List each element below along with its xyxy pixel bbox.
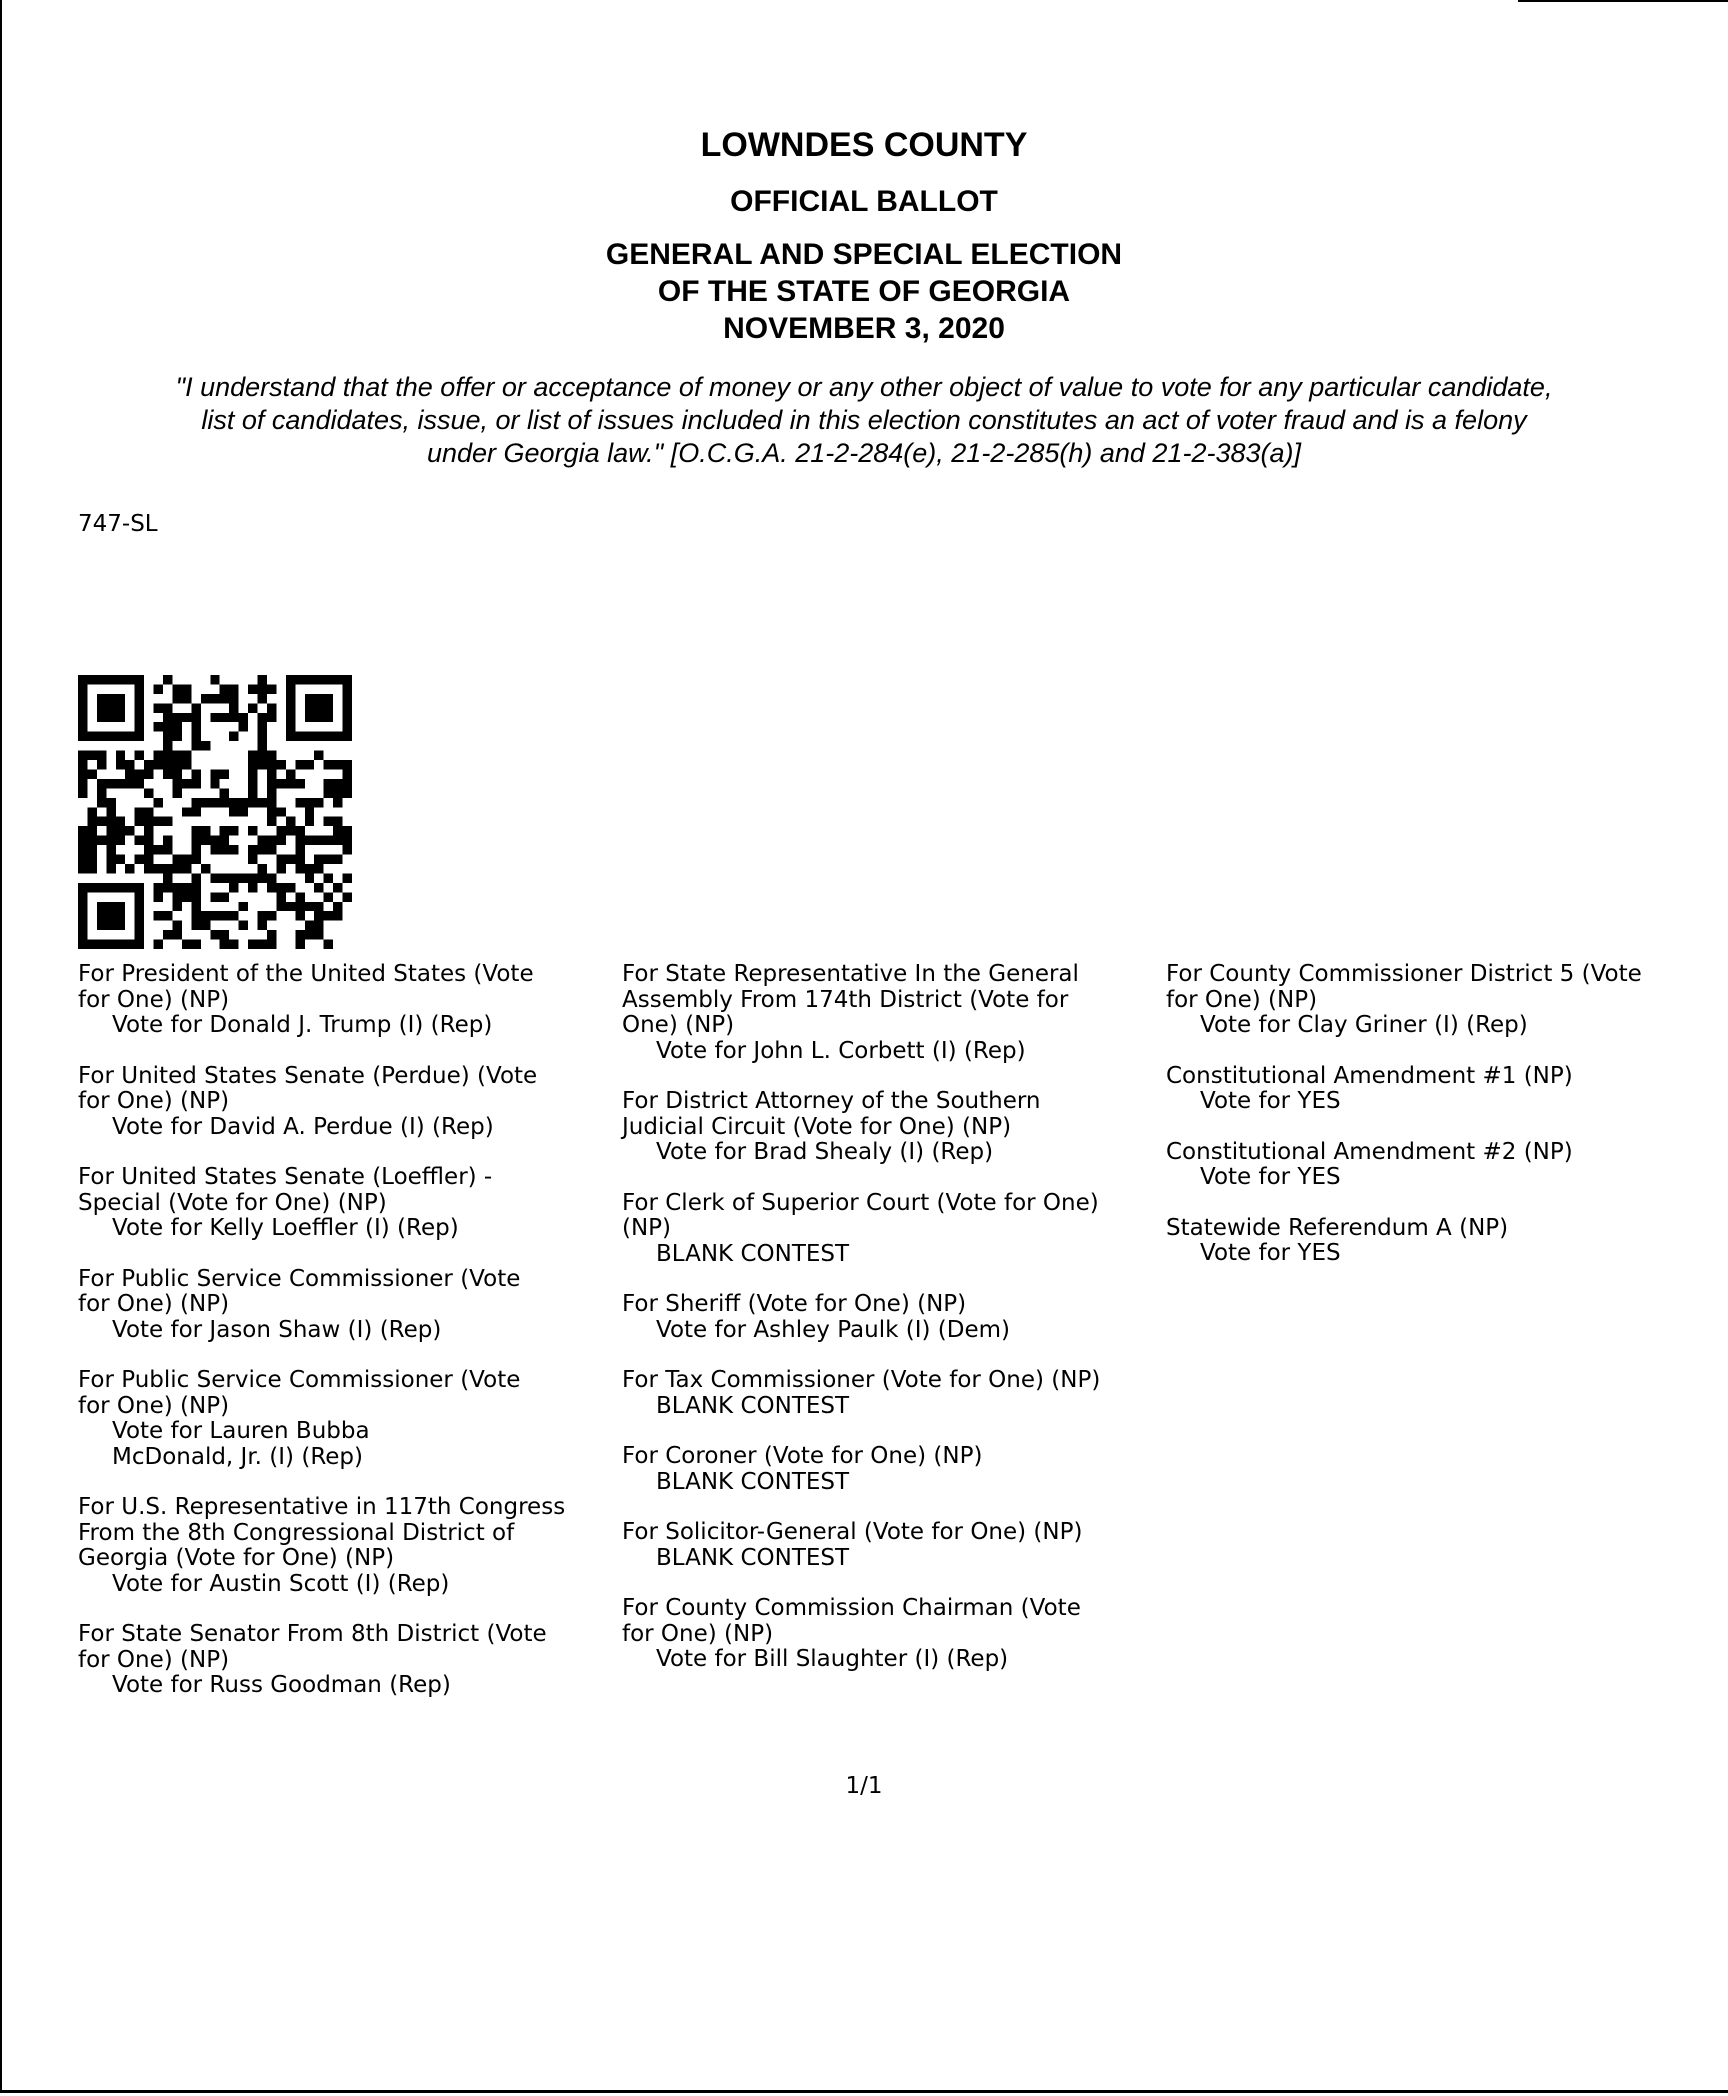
oath-line-2: list of candidates, issue, or list of issues included in this election constitutes an act of voter fraud and is a felony bbox=[201, 405, 1527, 435]
contest-block bbox=[1166, 1216, 1686, 1267]
contest-selection: BLANK CONTEST bbox=[656, 1240, 850, 1267]
contest-selection: Vote for Bill Slaughter (I) (Rep) bbox=[656, 1646, 1009, 1672]
contest-block bbox=[622, 1089, 1162, 1166]
contest-block bbox=[622, 1368, 1162, 1419]
contest-selection: Vote for Ashley Paulk (I) (Dem) bbox=[656, 1316, 1010, 1343]
contest-title: For United States Senate (Loeffler) - Special (Vote for One) (NP) bbox=[78, 1164, 493, 1216]
contest-block bbox=[622, 1191, 1162, 1268]
election-line-1: GENERAL AND SPECIAL ELECTION bbox=[605, 238, 1123, 271]
contest-title: For Clerk of Superior Court (Vote for One) (NP) bbox=[622, 1189, 1099, 1241]
county-title: LOWNDES COUNTY bbox=[700, 126, 1028, 164]
oath-line-1: "I understand that the offer or acceptance of money or any other object of value to vote for any particular candidate, bbox=[175, 372, 1553, 402]
contest-selection: BLANK CONTEST bbox=[656, 1544, 850, 1571]
contest-title: For Sheriff (Vote for One) (NP) bbox=[622, 1291, 967, 1317]
contest-title: For Public Service Commissioner (Vote for One) (NP) bbox=[78, 1265, 521, 1317]
election-date: NOVEMBER 3, 2020 bbox=[723, 312, 1005, 345]
contest-selection: BLANK CONTEST bbox=[656, 1468, 850, 1495]
contest-column-3 bbox=[1166, 962, 1686, 1292]
page-number: 1/1 bbox=[845, 1773, 883, 1799]
contest-block bbox=[622, 1596, 1162, 1673]
contest-title: For United States Senate (Perdue) (Vote for One) (NP) bbox=[78, 1062, 538, 1114]
contest-block bbox=[78, 1165, 618, 1242]
contest-title: For President of the United States (Vote for One) (NP) bbox=[78, 961, 534, 1013]
contest-selection: Vote for David A. Perdue (I) (Rep) bbox=[112, 1113, 494, 1140]
contest-block bbox=[78, 1495, 618, 1597]
contest-block bbox=[1166, 1064, 1686, 1115]
oath-line-3: under Georgia law." [O.C.G.A. 21-2-284(e), 21-2-285(h) and 21-2-383(a)] bbox=[426, 438, 1302, 468]
contest-block bbox=[622, 1520, 1162, 1571]
contest-title: For State Senator From 8th District (Vote for One) (NP) bbox=[78, 1621, 547, 1673]
contest-title: For Solicitor-General (Vote for One) (NP) bbox=[622, 1519, 1083, 1545]
contest-selection: Vote for YES bbox=[1200, 1088, 1341, 1114]
contest-selection: Vote for Lauren Bubba McDonald, Jr. (I) (Rep) bbox=[112, 1418, 370, 1470]
contest-selection: Vote for Brad Shealy (I) (Rep) bbox=[656, 1139, 994, 1165]
contest-block bbox=[1166, 962, 1686, 1039]
contest-title: For County Commission Chairman (Vote for One) (NP) bbox=[622, 1595, 1081, 1647]
contest-block bbox=[622, 1444, 1162, 1495]
contest-title: For Tax Commissioner (Vote for One) (NP) bbox=[622, 1367, 1101, 1393]
contest-selection: Vote for YES bbox=[1200, 1164, 1341, 1190]
contest-selection: Vote for Kelly Loeffler (I) (Rep) bbox=[112, 1215, 459, 1241]
contest-selection: Vote for Donald J. Trump (I) (Rep) bbox=[112, 1012, 493, 1038]
contest-selection: Vote for Russ Goodman (Rep) bbox=[112, 1672, 451, 1698]
contest-block bbox=[1166, 1140, 1686, 1191]
contest-selection: BLANK CONTEST bbox=[656, 1392, 850, 1419]
contest-selection: Vote for John L. Corbett (I) (Rep) bbox=[656, 1037, 1026, 1064]
contest-selection: Vote for Austin Scott (I) (Rep) bbox=[112, 1570, 450, 1597]
page-border-top bbox=[1518, 0, 1728, 2]
contest-title: For U.S. Representative in 117th Congress From the 8th Congressional District of Georgia (Vote for One) (NP) bbox=[78, 1494, 566, 1571]
page-border-bottom bbox=[0, 2090, 1728, 2093]
contest-block bbox=[622, 1292, 1162, 1343]
contest-title: For District Attorney of the Southern Judicial Circuit (Vote for One) (NP) bbox=[622, 1088, 1041, 1140]
voter-fraud-oath bbox=[60, 371, 1668, 470]
contest-title: For County Commissioner District 5 (Vote for One) (NP) bbox=[1166, 961, 1642, 1013]
contest-selection: Vote for YES bbox=[1200, 1240, 1341, 1266]
contest-title: Constitutional Amendment #1 (NP) bbox=[1166, 1062, 1573, 1089]
contest-selection: Vote for Clay Griner (I) (Rep) bbox=[1200, 1012, 1528, 1038]
contest-title: For Public Service Commissioner (Vote for One) (NP) bbox=[78, 1367, 521, 1419]
contest-block bbox=[78, 1064, 618, 1141]
contest-title: For Coroner (Vote for One) (NP) bbox=[622, 1443, 983, 1469]
contest-selection: Vote for Jason Shaw (I) (Rep) bbox=[112, 1316, 442, 1343]
contest-block bbox=[78, 962, 618, 1039]
election-line-2: OF THE STATE OF GEORGIA bbox=[657, 275, 1071, 308]
qr-code-icon bbox=[78, 675, 352, 949]
contest-column-2 bbox=[622, 962, 1162, 1698]
election-title bbox=[0, 236, 1728, 347]
contest-block bbox=[622, 962, 1162, 1064]
contest-title: Constitutional Amendment #2 (NP) bbox=[1166, 1138, 1573, 1165]
contest-column-1 bbox=[78, 962, 618, 1724]
contest-block bbox=[78, 1267, 618, 1344]
ballot-style-id: 747-SL bbox=[78, 511, 158, 537]
ballot-type: OFFICIAL BALLOT bbox=[730, 185, 998, 218]
contest-block bbox=[78, 1368, 618, 1470]
contest-block bbox=[78, 1622, 618, 1699]
contest-title: For State Representative In the General Assembly From 174th District (Vote for One) (NP) bbox=[622, 961, 1079, 1038]
contest-title: Statewide Referendum A (NP) bbox=[1166, 1214, 1509, 1241]
